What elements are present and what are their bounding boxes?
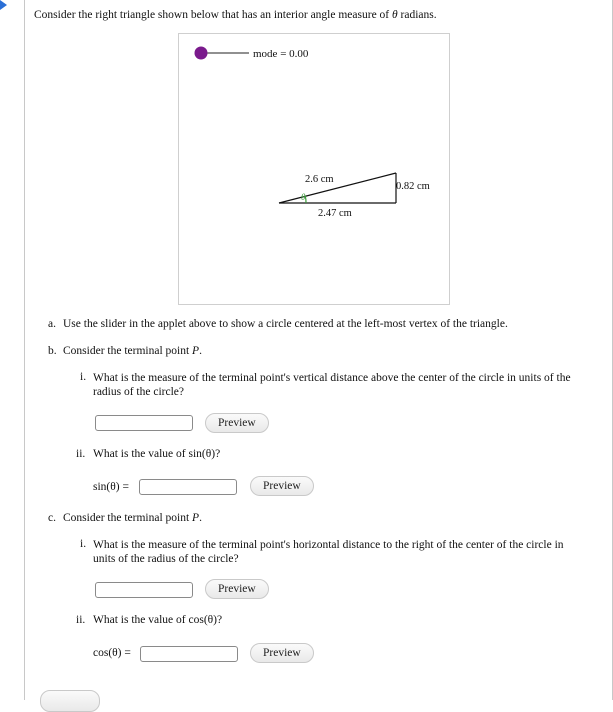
- part-c-i-preview-button[interactable]: Preview: [205, 579, 269, 599]
- cos-theta-preview-button[interactable]: Preview: [250, 643, 314, 663]
- problem-intro: [34, 9, 437, 21]
- part-b-i-question: What is the measure of the terminal point's vertical distance above the center of the circle in units of the radius of the circle?: [93, 372, 571, 398]
- hypotenuse-label: 2.6 cm: [305, 174, 334, 185]
- part-b-marker: b.: [48, 345, 57, 357]
- part-c-i-marker: i.: [80, 538, 87, 550]
- angle-label: θ: [301, 192, 306, 202]
- slider-label: mode = 0.00: [253, 48, 309, 60]
- cos-theta-label: cos(θ) =: [93, 647, 131, 659]
- part-a-marker: a.: [48, 318, 56, 330]
- triangle-applet[interactable]: [178, 33, 450, 305]
- adjacent-label: 2.47 cm: [318, 208, 352, 219]
- part-b-i-preview-button[interactable]: Preview: [205, 413, 269, 433]
- intro-text-end: radians.: [397, 9, 437, 21]
- collapse-arrow-icon[interactable]: [0, 0, 7, 10]
- point-p: P: [192, 345, 200, 357]
- part-c-i-question: What is the measure of the terminal point's horizontal distance to the right of the center of the circle in units of the radius of the circle?: [93, 539, 564, 565]
- intro-text: Consider the right triangle shown below that has an interior angle measure of: [34, 9, 392, 21]
- part-c-i-answer-input[interactable]: [95, 582, 193, 598]
- part-b-text: Consider the terminal point P.: [63, 345, 202, 357]
- part-c-ii-question: What is the value of cos(θ)?: [93, 614, 223, 626]
- sin-theta-preview-button[interactable]: Preview: [250, 476, 314, 496]
- point-p: P: [192, 512, 200, 524]
- sin-theta-label: sin(θ) =: [93, 481, 129, 493]
- part-b-i-marker: i.: [80, 371, 87, 383]
- triangle-hypotenuse: [279, 173, 396, 203]
- opposite-label: 0.82 cm: [396, 181, 430, 192]
- theta-symbol: θ: [392, 9, 398, 21]
- submit-button[interactable]: [40, 690, 100, 712]
- cos-theta-input[interactable]: [140, 646, 238, 662]
- part-b-i-answer-input[interactable]: [95, 415, 193, 431]
- applet-canvas: [179, 34, 449, 304]
- slider-handle[interactable]: [195, 47, 208, 60]
- part-c-text: Consider the terminal point P.: [63, 512, 202, 524]
- part-a-text: Use the slider in the applet above to show a circle centered at the left-most vertex of the triangle.: [63, 318, 508, 330]
- part-b-ii-marker: ii.: [76, 448, 86, 460]
- part-b-ii-question: What is the value of sin(θ)?: [93, 448, 221, 460]
- sin-theta-input[interactable]: [139, 479, 237, 495]
- part-c-ii-marker: ii.: [76, 614, 86, 626]
- part-c-marker: c.: [48, 512, 56, 524]
